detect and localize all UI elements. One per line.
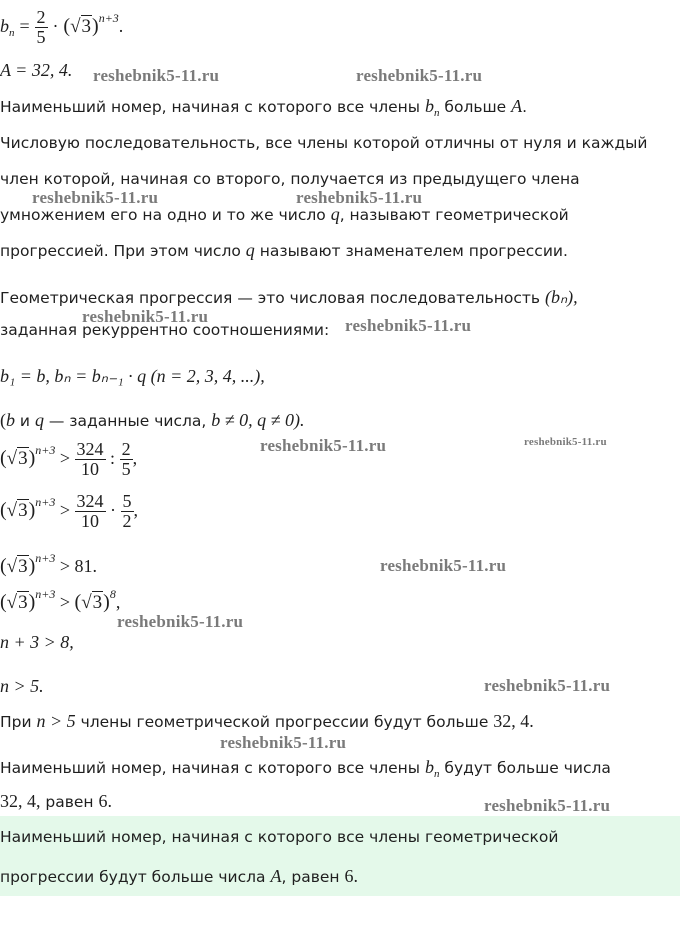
exponent: n+3 [35,495,56,509]
sub-n: n [433,768,440,780]
cond-text: — заданные числа, [43,412,212,430]
sqrt-arg: 3 [81,16,92,37]
exponent: n+3 [35,551,56,565]
answer-six: 6. [344,866,358,886]
sequence-bn: (bₙ), [544,287,578,307]
eq-sign: = [19,16,30,36]
res1-math: n > 5 [36,711,76,731]
dot-op: · [52,16,59,36]
result-line-2 [0,757,611,784]
watermark: reshebnik5-11.ru [296,188,423,207]
step-6: n > 5. [0,676,44,696]
frac-den: 10 [81,459,100,479]
step-2: $(√3)^{n+3}$ > $\frac{324}{10}$ · $\frac{5}{2}$ , [0,491,139,531]
sqrt-sign: √ [6,592,18,613]
sqrt-group: (√3) [63,15,99,37]
var-b: b [6,410,15,430]
gt-sign: > [55,500,75,520]
fraction-324-10 [75,440,106,479]
watermark: reshebnik5-11.ru [524,436,607,448]
watermark: reshebnik5-11.ru [93,66,220,85]
exponent: n+3 [35,587,56,601]
var-a: A [270,866,282,886]
cond-and: и [15,412,35,430]
sqrt-arg: 3 [18,556,28,577]
recurrence-formula: b₁ = b, bₙ = bₙ₋₁ · q (n = 2, 3, 4, ...), [0,366,265,386]
result-line-3 [0,791,112,812]
res2-text: Наименьший номер, начиная с которого все члены [0,759,425,777]
watermark: reshebnik5-11.ru [345,316,472,335]
step-3: $(√3)^{n+3} > 81$. [0,551,98,577]
frac-num: 324 [76,491,104,511]
fraction-2-5 [35,8,48,47]
watermark: reshebnik5-11.ru [484,796,611,815]
watermark: reshebnik5-11.ru [356,66,483,85]
frac-num: 2 [121,439,131,459]
sqrt-arg: 3 [18,592,28,613]
mul-op: · [105,500,121,520]
sqrt-sign: √ [6,448,18,469]
def4-text: прогрессией. При этом число [0,242,246,260]
definition-line-4 [0,240,568,261]
watermark: reshebnik5-11.ru [260,436,387,455]
watermark: reshebnik5-11.ru [82,307,209,326]
period: . [118,16,124,36]
step-1: $(√3)^{n+3}$ > $\frac{324}{10}$ : $\frac{2}{5}$ , [0,439,138,479]
frac-num: 324 [76,439,104,459]
gt-sign: > [55,448,75,468]
var-b: b [424,757,434,777]
definition-line-2: член которой, начиная со второго, получается из предыдущего члена [0,170,580,188]
geo1-text: Геометрическая прогрессия — это числовая последовательность [0,289,545,307]
sqrt-sign: √ [70,16,81,37]
sqrt-arg: 3 [18,448,28,469]
frac-den: 10 [81,511,100,531]
var-q: q [330,204,340,224]
exponent-8: 8 [109,587,116,601]
div-op: : [105,448,120,468]
answer-line-1: Наименьший номер, начиная с которого все члены геометрической [0,828,559,846]
watermark: reshebnik5-11.ru [32,188,159,207]
answer-text: прогрессии будут больше числа [0,868,271,886]
cond-math: b ≠ 0, q ≠ 0). [211,410,305,430]
frac-den: 2 [122,511,132,531]
res3-six: 6. [98,791,112,811]
res1-text: При [0,713,37,731]
watermark: reshebnik5-11.ru [380,556,507,575]
gt-sign: > [55,592,75,612]
var-q: q [245,240,255,260]
answer-middle: , равен [281,868,345,886]
step-5: n + 3 > 8, [0,632,74,652]
exponent: n+3 [35,443,56,457]
watermark: reshebnik5-11.ru [117,612,244,631]
sqrt-sign: √ [81,592,92,613]
step3-rhs: > 81. [55,556,98,576]
frac-num: 5 [122,491,132,511]
res3-value: 32, 4, [0,791,41,811]
watermark: reshebnik5-11.ru [220,733,347,752]
definition-line-1: Числовую последовательность, все члены которой отличны от нуля и каждый [0,134,648,152]
comma: , [132,448,138,468]
question-line [0,96,527,123]
comma: , [115,592,121,612]
var-b: b [424,96,434,116]
answer-line-2 [0,866,358,887]
step-4: $(√3)^{n+3} > (√3)^8$, [0,587,121,613]
res3-text: равен [40,793,99,811]
sqrt-sign: √ [6,500,18,521]
question-end: больше [439,98,512,116]
fraction-2-5 [120,440,133,479]
sub-n: n [9,27,15,39]
res1-value: 32, 4. [493,711,534,731]
frac-den: 5 [121,459,131,479]
paren: ( [0,410,6,430]
var-b: b [0,16,9,36]
geometric-def-line-1 [0,287,578,308]
def4-end: называют знаменателем прогрессии. [254,242,568,260]
res1-middle: члены геометрической прогрессии будут больше [75,713,494,731]
watermark: reshebnik5-11.ru [484,676,611,695]
def3-text: умножением его на одно и то же число [0,206,331,224]
a-value: A = 32, 4. [0,60,73,80]
geometric-def-line-2: заданная рекуррентно соотношениями: [0,321,330,339]
frac-num: 2 [36,7,46,27]
frac-den: 5 [36,27,46,47]
result-line-1 [0,711,534,732]
fraction-5-2 [121,492,134,531]
sqrt-sign: √ [6,556,18,577]
sub-n: n [433,107,440,119]
sqrt-arg: 3 [92,592,103,613]
fraction-324-10 [75,492,106,531]
formula-bn [0,8,123,47]
comma: , [133,500,139,520]
def3-end: , называют геометрической [339,206,569,224]
exponent: n+3 [98,11,119,25]
condition-line [0,410,305,431]
sqrt-arg: 3 [18,500,28,521]
var-q: q [34,410,44,430]
question-text: Наименьший номер, начиная с которого все члены [0,98,425,116]
var-a: A [511,96,523,116]
period: . [522,98,528,116]
res2-end: будут больше числа [439,759,611,777]
answer-box [0,816,680,896]
